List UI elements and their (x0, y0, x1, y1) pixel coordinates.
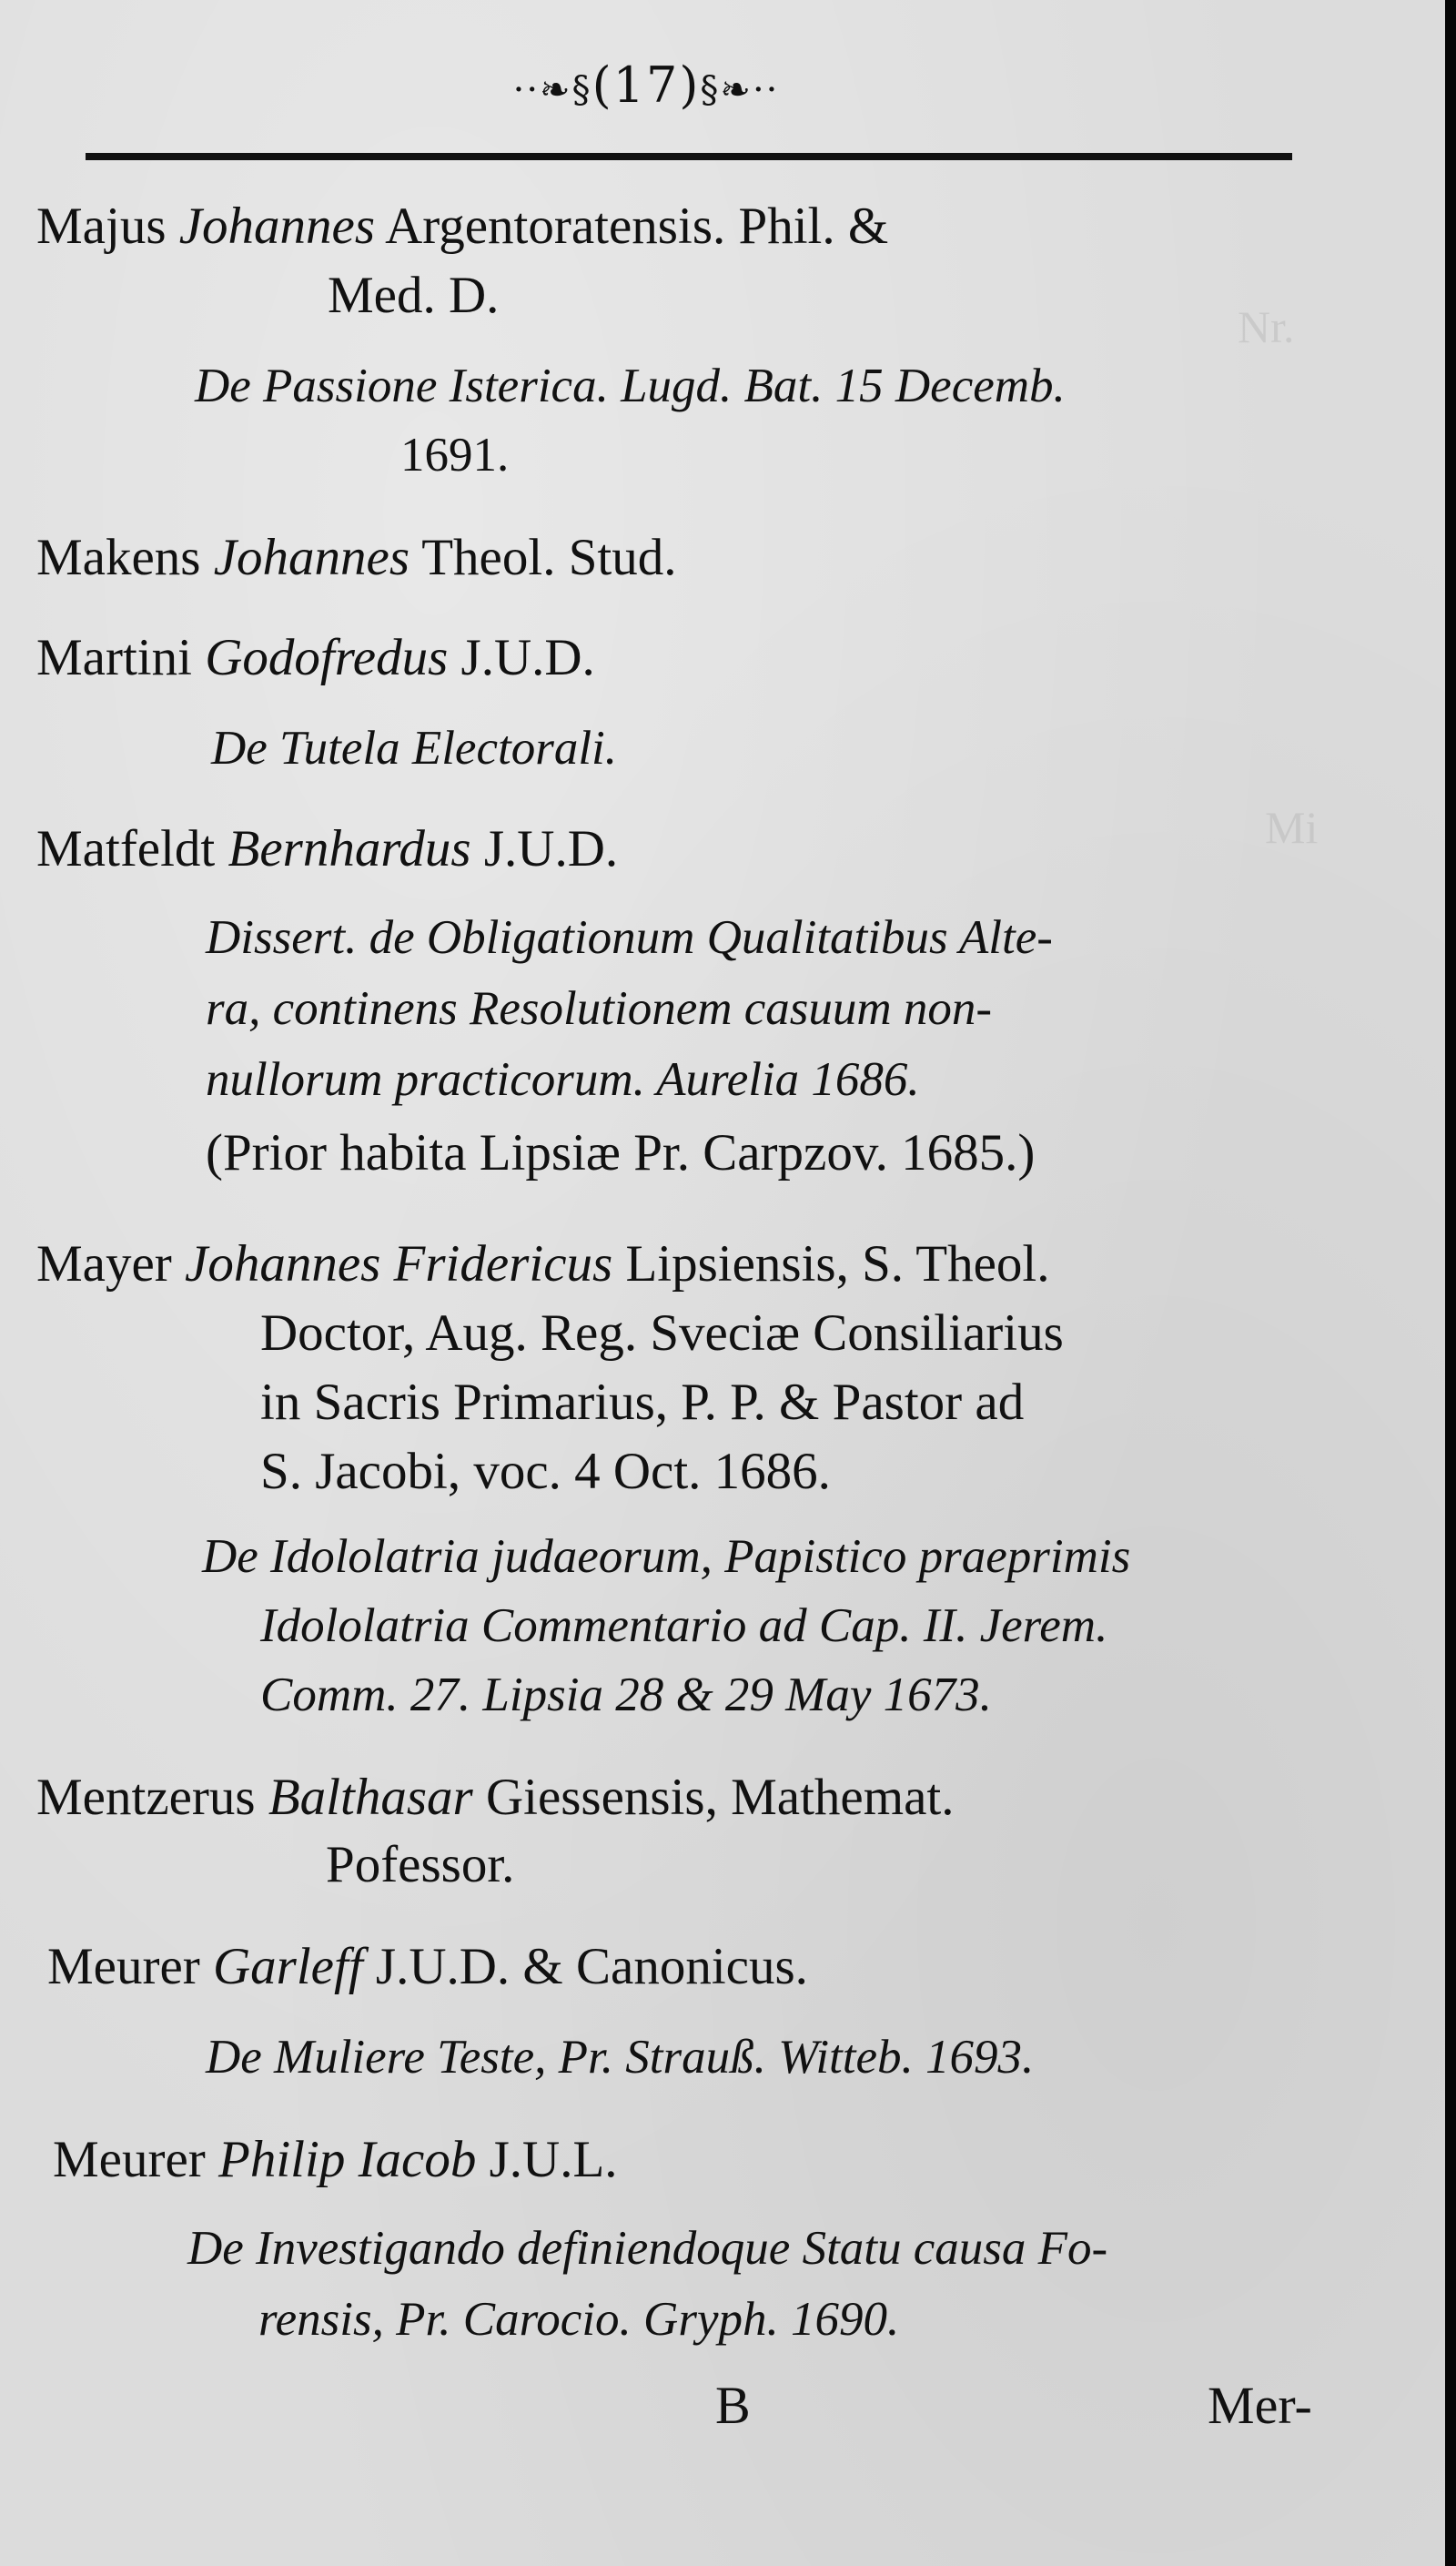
entry-given-name: Johannes (178, 198, 376, 255)
entry-given-name: Godofredus (205, 629, 449, 686)
entry-given-name: Balthasar (268, 1769, 473, 1826)
entry-description: Giessensis, Mathemat. (485, 1769, 955, 1826)
scan-edge (1445, 0, 1456, 2566)
entry-makens (36, 529, 677, 586)
entry-meurer-philip (53, 2131, 618, 2188)
entry-work-line: rensis, Pr. Carocio. Gryph. 1690. (258, 2293, 900, 2346)
entry-surname: Makens (36, 529, 201, 586)
signature-mark: B (715, 2376, 751, 2435)
entry-description: Doctor, Aug. Reg. Sveciæ Consiliarius (260, 1304, 1064, 1362)
entry-description: S. Jacobi, voc. 4 Oct. 1686. (260, 1443, 831, 1500)
entry-description: Pofessor. (326, 1836, 515, 1893)
entry-given-name: Garleff (213, 1938, 363, 1995)
entry-surname: Meurer (47, 1938, 200, 1995)
entry-work-note: (Prior habita Lipsiæ Pr. Carpzov. 1685.) (206, 1124, 1036, 1182)
left-ornament: ··❧§ (512, 69, 592, 111)
entry-work-line: Comm. 27. Lipsia 28 & 29 May 1673. (260, 1668, 992, 1721)
entry-mayer-line1 (36, 1235, 1050, 1293)
entry-description: J.U.D. (460, 629, 595, 686)
entry-work-date: 1691. (400, 429, 510, 482)
entry-surname: Meurer (53, 2131, 206, 2188)
entry-description: Lipsiensis, S. Theol. (625, 1235, 1050, 1293)
entry-description: Theol. Stud. (421, 529, 677, 586)
entry-surname: Mayer (36, 1235, 172, 1293)
header-rule (86, 153, 1292, 160)
page-header (0, 56, 1292, 114)
entry-meurer-garleff (47, 1938, 808, 1995)
entry-description: J.U.D. & Canonicus. (375, 1938, 808, 1995)
entry-work-line: Idololatria Commentario ad Cap. II. Jerem. (260, 1599, 1108, 1652)
entry-majus-line1 (36, 198, 889, 255)
entry-martini (36, 629, 595, 686)
entry-work-title: De Muliere Teste, Pr. Strauß. Witteb. 1693. (206, 2031, 1035, 2084)
entry-description: Argentoratensis. Phil. & (385, 198, 889, 255)
entry-work-line: De Idololatria judaeorum, Papistico praeprimis (202, 1530, 1131, 1583)
entry-given-name: Johannes (213, 529, 410, 586)
entry-work-line: De Investigando definiendoque Statu causa Fo- (187, 2222, 1108, 2275)
entry-description: J.U.D. (483, 820, 619, 877)
entry-work-line: nullorum practicorum. Aurelia 1686. (206, 1053, 920, 1106)
entry-surname: Majus (36, 198, 167, 255)
entry-surname: Matfeldt (36, 820, 216, 877)
entry-description: Med. D. (328, 267, 500, 324)
entry-work-title: De Passione Isterica. Lugd. Bat. 15 Decemb. (195, 360, 1066, 412)
show-through-text: Mi (1265, 802, 1319, 853)
right-ornament: §❧·· (700, 69, 780, 111)
show-through-text: Nr. (1238, 301, 1295, 352)
entry-work-line: ra, continens Resolutionem casuum non- (206, 982, 993, 1035)
entry-majus-line2 (328, 267, 500, 324)
entry-mentzerus-line1 (36, 1769, 955, 1826)
entry-work-title: De Tutela Electorali. (211, 722, 618, 775)
catchword: Mer- (1208, 2376, 1312, 2435)
entry-description: in Sacris Primarius, P. P. & Pastor ad (260, 1374, 1025, 1431)
entry-surname: Martini (36, 629, 192, 686)
entry-given-name: Johannes Fridericus (185, 1235, 613, 1293)
entry-work-line: Dissert. de Obligationum Qualitatibus Alte- (206, 911, 1053, 964)
entry-given-name: Philip Iacob (218, 2131, 477, 2188)
entry-surname: Mentzerus (36, 1769, 256, 1826)
entry-matfeldt (36, 820, 619, 877)
page-number: (17) (592, 56, 701, 114)
entry-description: J.U.L. (489, 2131, 618, 2188)
entry-given-name: Bernhardus (228, 820, 471, 877)
